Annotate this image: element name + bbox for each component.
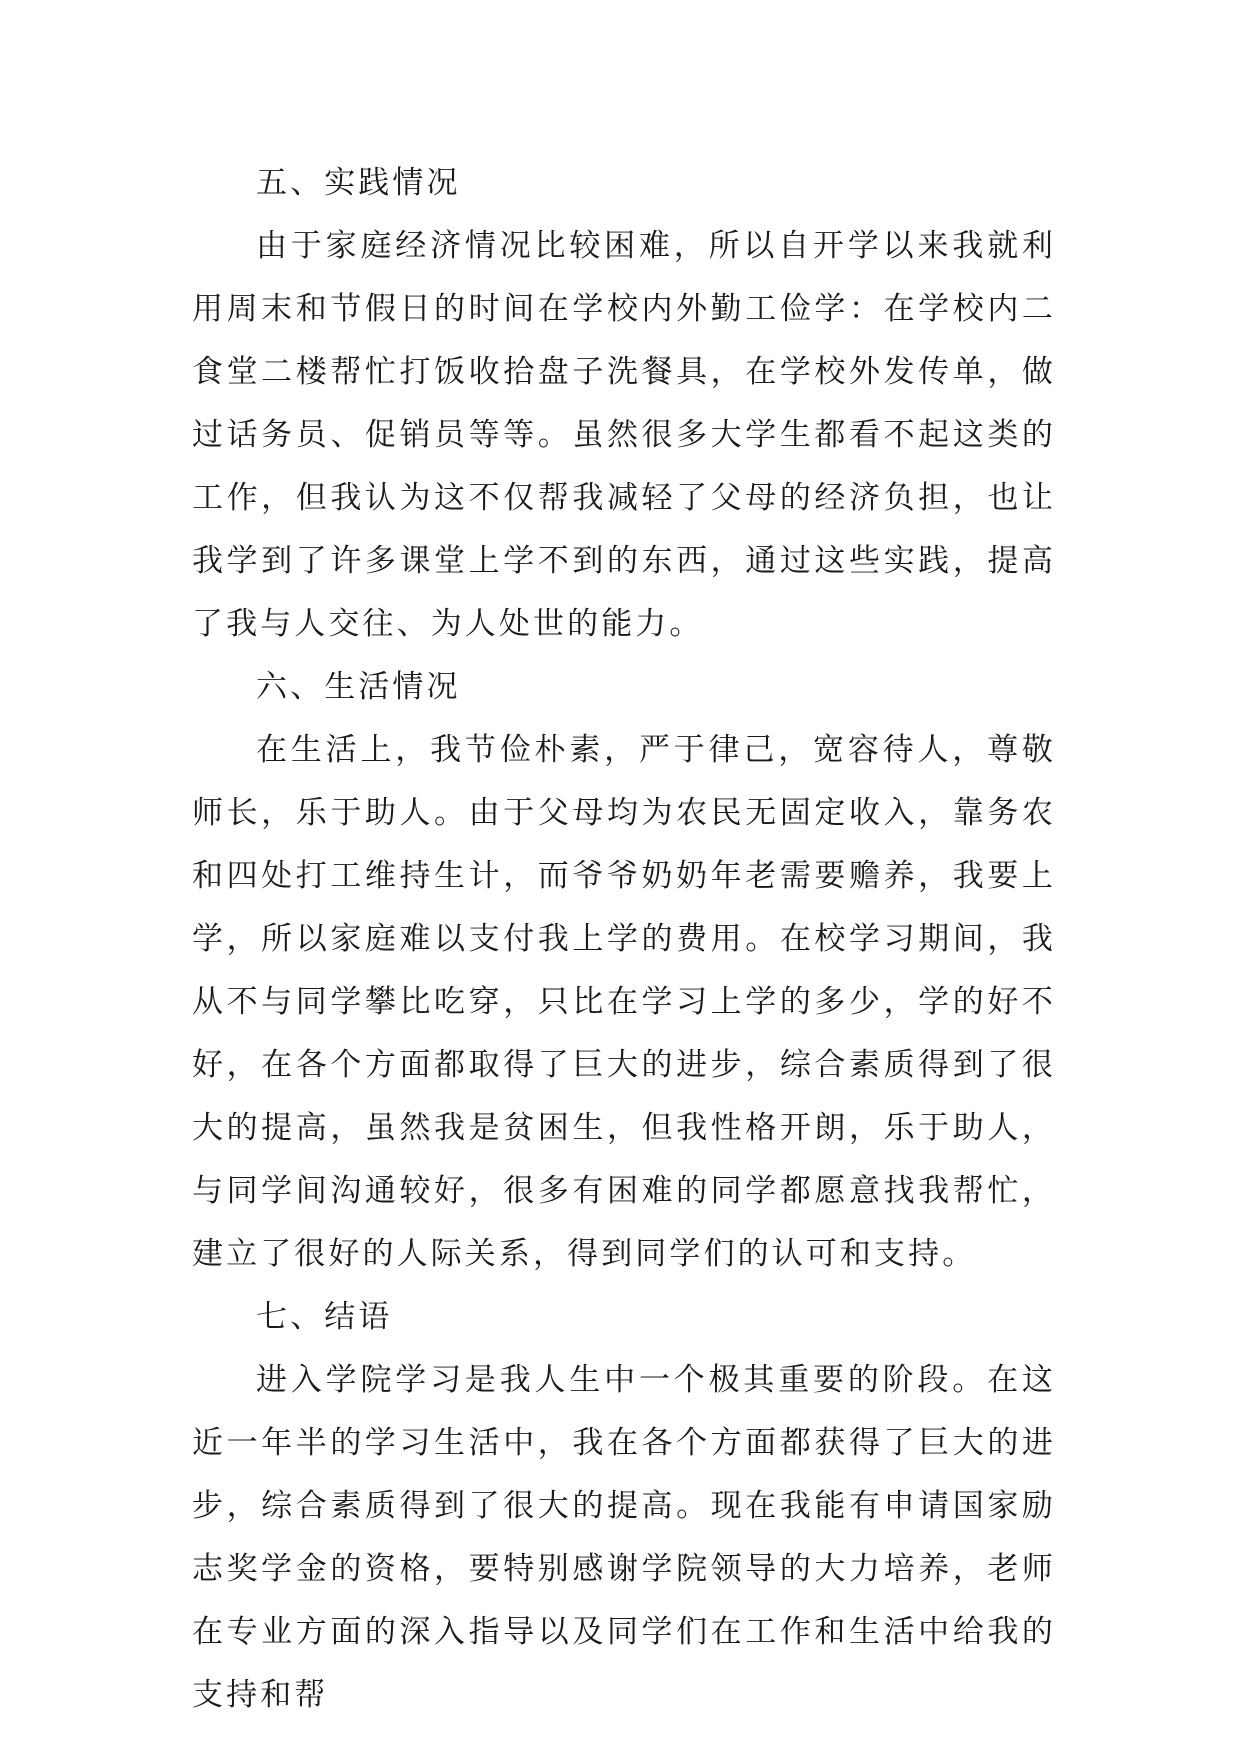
section-heading-life: 六、生活情况 xyxy=(256,669,461,705)
section-paragraph-practice: 由于家庭经济情况比较困难，所以自开学以来我就利用周末和节假日的时间在学校内外勤工俭学：在学校内二食堂二楼帮忙打饭收拾盘子洗餐具，在学校外发传单，做过话务员、促销员等等。虽然很多大学生都看不起这类的工作，但我认为这不仅帮我减轻了父母的经济负担，也让我学到了许多课堂上学不到的东西，通过这些实践，提高了我与人交往、为人处世的能力。 xyxy=(192,228,1056,642)
section-paragraph-conclusion: 进入学院学习是我人生中一个极其重要的阶段。在这近一年半的学习生活中，我在各个方面都获得了巨大的进步，综合素质得到了很大的提高。现在我能有申请国家励志奖学金的资格，要特别感谢学院领导的大力培养，老师在专业方面的深入指导以及同学们在工作和生活中给我的支持和帮 xyxy=(192,1362,1056,1713)
section-heading-practice: 五、实践情况 xyxy=(256,165,461,201)
section-heading-conclusion: 七、结语 xyxy=(256,1299,393,1335)
section-paragraph-life: 在生活上，我节俭朴素，严于律己，宽容待人，尊敬师长，乐于助人。由于父母均为农民无固定收入，靠务农和四处打工维持生计，而爷爷奶奶年老需要赡养，我要上学，所以家庭难以支付我上学的费用。在校学习期间，我从不与同学攀比吃穿，只比在学习上学的多少，学的好不好，在各个方面都取得了巨大的进步，综合素质得到了很大的提高，虽然我是贫困生，但我性格开朗，乐于助人，与同学间沟通较好，很多有困难的同学都愿意找我帮忙，建立了很好的人际关系，得到同学们的认可和支持。 xyxy=(192,732,1056,1272)
document-body xyxy=(192,152,1056,1727)
